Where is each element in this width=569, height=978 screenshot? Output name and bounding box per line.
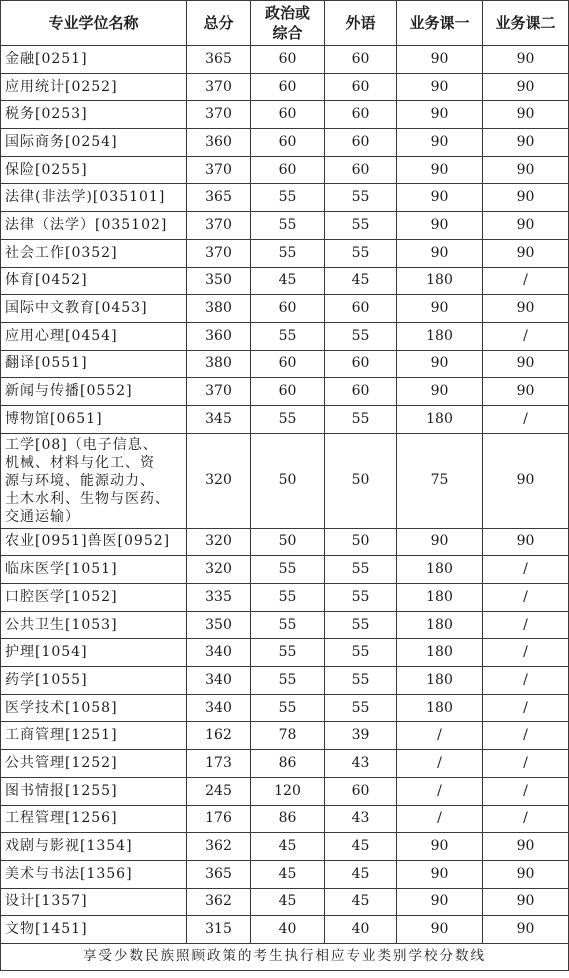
course-one-score-cell: 180 [397,405,483,433]
table-row [1,73,569,101]
course-one-score-cell: 180 [397,267,483,295]
total-score-cell: 340 [187,694,251,722]
politics-score-cell: 55 [251,639,325,667]
course-one-score-cell: 180 [397,556,483,584]
table-row [1,611,569,639]
total-score-cell: 362 [187,833,251,861]
course-one-score-cell: / [397,750,483,778]
language-score-cell: 50 [325,528,397,556]
politics-score-cell: 60 [251,295,325,323]
major-name-cell: 应用心理[0454] [1,322,187,350]
total-score-cell: 380 [187,295,251,323]
major-name-cell: 美术与书法[1356] [1,860,187,888]
major-name-cell: 法律(非法学)[035101] [1,184,187,212]
total-score-cell: 176 [187,805,251,833]
total-score-cell: 320 [187,433,251,528]
major-name-cell: 公共卫生[1053] [1,611,187,639]
course-two-score-cell: / [483,805,569,833]
total-score-cell: 173 [187,750,251,778]
course-one-score-cell: 90 [397,239,483,267]
major-name-cell: 药学[1055] [1,667,187,695]
table-row [1,722,569,750]
total-score-cell: 162 [187,722,251,750]
total-score-cell: 245 [187,777,251,805]
course-two-score-cell: / [483,611,569,639]
course-two-score-cell: / [483,777,569,805]
total-score-cell: 350 [187,611,251,639]
course-two-score-cell: 90 [483,528,569,556]
politics-score-cell: 60 [251,101,325,129]
table-body [1,46,569,944]
politics-score-cell: 86 [251,750,325,778]
language-score-cell: 55 [325,184,397,212]
course-two-score-cell: / [483,322,569,350]
course-one-score-cell: 180 [397,322,483,350]
politics-score-cell: 60 [251,350,325,378]
table-row [1,184,569,212]
language-score-cell: 55 [325,611,397,639]
politics-score-cell: 55 [251,667,325,695]
table-row [1,350,569,378]
course-two-score-cell: 90 [483,888,569,916]
total-score-cell: 365 [187,184,251,212]
footnote-row [1,943,569,970]
major-name-cell: 文物[1451] [1,916,187,944]
total-score-cell: 370 [187,73,251,101]
course-one-score-cell: 90 [397,833,483,861]
major-name-cell: 设计[1357] [1,888,187,916]
header-language: 外语 [325,1,397,46]
total-score-cell: 380 [187,350,251,378]
course-one-score-cell: 75 [397,433,483,528]
major-name-cell: 应用统计[0252] [1,73,187,101]
total-score-cell: 370 [187,212,251,240]
total-score-cell: 370 [187,378,251,406]
table-row [1,267,569,295]
table-row [1,667,569,695]
course-one-score-cell: 90 [397,378,483,406]
major-name-cell: 农业[0951]兽医[0952] [1,528,187,556]
total-score-cell: 360 [187,322,251,350]
language-score-cell: 43 [325,750,397,778]
total-score-cell: 335 [187,584,251,612]
politics-score-cell: 60 [251,46,325,74]
table-row [1,750,569,778]
course-two-score-cell: 90 [483,350,569,378]
major-name-cell: 社会工作[0352] [1,239,187,267]
course-one-score-cell: 90 [397,212,483,240]
politics-score-cell: 50 [251,433,325,528]
course-two-score-cell: 90 [483,156,569,184]
header-course-two: 业务课二 [483,1,569,46]
table-row [1,694,569,722]
course-two-score-cell: 90 [483,860,569,888]
language-score-cell: 60 [325,350,397,378]
total-score-cell: 370 [187,156,251,184]
course-one-score-cell: 180 [397,694,483,722]
total-score-cell: 340 [187,639,251,667]
language-score-cell: 60 [325,101,397,129]
table-row [1,777,569,805]
major-name-cell: 工程管理[1256] [1,805,187,833]
course-one-score-cell: 90 [397,350,483,378]
major-name-cell: 工学[08]（电子信息、 机械、材料与化工、资 源与环境、能源动力、 土木水利、生物与医药、 交通运输） [1,433,187,528]
language-score-cell: 55 [325,667,397,695]
header-course-one: 业务课一 [397,1,483,46]
language-score-cell: 55 [325,639,397,667]
major-name-cell: 税务[0253] [1,101,187,129]
politics-score-cell: 60 [251,73,325,101]
language-score-cell: 60 [325,73,397,101]
table-row [1,378,569,406]
table-row [1,212,569,240]
politics-score-cell: 120 [251,777,325,805]
course-two-score-cell: 90 [483,295,569,323]
language-score-cell: 55 [325,584,397,612]
course-two-score-cell: 90 [483,378,569,406]
footnote: 享受少数民族照顾政策的考生执行相应专业类别学校分数线 [1,943,569,970]
total-score-cell: 315 [187,916,251,944]
total-score-cell: 370 [187,239,251,267]
major-name-cell: 戏剧与影视[1354] [1,833,187,861]
language-score-cell: 55 [325,212,397,240]
course-one-score-cell: 90 [397,73,483,101]
course-two-score-cell: 90 [483,129,569,157]
course-one-score-cell: 90 [397,156,483,184]
major-name-cell: 口腔医学[1052] [1,584,187,612]
total-score-cell: 365 [187,46,251,74]
major-name-cell: 国际商务[0254] [1,129,187,157]
total-score-cell: 370 [187,101,251,129]
table-row [1,239,569,267]
language-score-cell: 60 [325,777,397,805]
major-name-cell: 翻译[0551] [1,350,187,378]
total-score-cell: 340 [187,667,251,695]
course-one-score-cell: / [397,805,483,833]
major-name-cell: 保险[0255] [1,156,187,184]
language-score-cell: 45 [325,267,397,295]
politics-score-cell: 45 [251,267,325,295]
course-two-score-cell: / [483,639,569,667]
course-one-score-cell: 90 [397,101,483,129]
course-two-score-cell: 90 [483,73,569,101]
language-score-cell: 60 [325,378,397,406]
major-name-cell: 图书情报[1255] [1,777,187,805]
major-name-cell: 博物馆[0651] [1,405,187,433]
language-score-cell: 43 [325,805,397,833]
course-one-score-cell: 90 [397,184,483,212]
table-row [1,405,569,433]
major-name-cell: 临床医学[1051] [1,556,187,584]
politics-score-cell: 55 [251,184,325,212]
language-score-cell: 55 [325,405,397,433]
total-score-cell: 320 [187,556,251,584]
table-row [1,295,569,323]
header-row [1,1,569,46]
table-row [1,888,569,916]
course-two-score-cell: 90 [483,212,569,240]
major-name-cell: 体育[0452] [1,267,187,295]
language-score-cell: 45 [325,833,397,861]
language-score-cell: 60 [325,46,397,74]
major-name-cell: 医学技术[1058] [1,694,187,722]
politics-score-cell: 55 [251,405,325,433]
table-row [1,805,569,833]
course-two-score-cell: / [483,667,569,695]
language-score-cell: 40 [325,916,397,944]
course-two-score-cell: / [483,405,569,433]
politics-score-cell: 55 [251,556,325,584]
politics-score-cell: 55 [251,322,325,350]
total-score-cell: 360 [187,129,251,157]
language-score-cell: 60 [325,295,397,323]
language-score-cell: 50 [325,433,397,528]
course-two-score-cell: / [483,722,569,750]
course-two-score-cell: / [483,584,569,612]
politics-score-cell: 60 [251,129,325,157]
course-one-score-cell: / [397,722,483,750]
politics-score-cell: 60 [251,156,325,184]
politics-score-cell: 86 [251,805,325,833]
major-name-cell: 法律（法学）[035102] [1,212,187,240]
course-one-score-cell: 90 [397,46,483,74]
politics-score-cell: 55 [251,694,325,722]
major-name-cell: 金融[0251] [1,46,187,74]
header-major-name: 专业学位名称 [1,1,187,46]
course-one-score-cell: 180 [397,584,483,612]
politics-score-cell: 55 [251,584,325,612]
total-score-cell: 350 [187,267,251,295]
total-score-cell: 320 [187,528,251,556]
course-two-score-cell: 90 [483,833,569,861]
major-name-cell: 公共管理[1252] [1,750,187,778]
total-score-cell: 362 [187,888,251,916]
table-row [1,528,569,556]
politics-score-cell: 55 [251,239,325,267]
language-score-cell: 60 [325,129,397,157]
politics-score-cell: 50 [251,528,325,556]
table-row [1,860,569,888]
language-score-cell: 60 [325,156,397,184]
course-two-score-cell: 90 [483,916,569,944]
table-row [1,129,569,157]
table-row [1,101,569,129]
major-name-cell: 工商管理[1251] [1,722,187,750]
politics-score-cell: 55 [251,611,325,639]
politics-score-cell: 45 [251,860,325,888]
course-two-score-cell: / [483,267,569,295]
course-two-score-cell: / [483,750,569,778]
total-score-cell: 365 [187,860,251,888]
major-name-cell: 护理[1054] [1,639,187,667]
language-score-cell: 55 [325,556,397,584]
table-row [1,584,569,612]
course-one-score-cell: 90 [397,916,483,944]
language-score-cell: 39 [325,722,397,750]
table-row [1,916,569,944]
course-one-score-cell: 90 [397,528,483,556]
course-two-score-cell: 90 [483,46,569,74]
table-row [1,433,569,528]
table-row [1,833,569,861]
course-two-score-cell: 90 [483,433,569,528]
total-score-cell: 345 [187,405,251,433]
politics-score-cell: 40 [251,916,325,944]
table-row [1,322,569,350]
language-score-cell: 55 [325,694,397,722]
politics-score-cell: 45 [251,833,325,861]
major-name-cell: 国际中文教育[0453] [1,295,187,323]
politics-score-cell: 45 [251,888,325,916]
politics-score-cell: 55 [251,212,325,240]
language-score-cell: 45 [325,860,397,888]
table-row [1,46,569,74]
header-politics: 政治或 综合 [251,1,325,46]
course-two-score-cell: 90 [483,101,569,129]
politics-score-cell: 78 [251,722,325,750]
course-one-score-cell: 90 [397,860,483,888]
table-row [1,639,569,667]
header-total: 总分 [187,1,251,46]
course-one-score-cell: 180 [397,639,483,667]
course-one-score-cell: / [397,777,483,805]
table-row [1,156,569,184]
language-score-cell: 55 [325,239,397,267]
language-score-cell: 45 [325,888,397,916]
politics-score-cell: 60 [251,378,325,406]
language-score-cell: 55 [325,322,397,350]
course-one-score-cell: 180 [397,611,483,639]
course-two-score-cell: 90 [483,239,569,267]
course-one-score-cell: 90 [397,129,483,157]
course-two-score-cell: 90 [483,184,569,212]
course-one-score-cell: 180 [397,667,483,695]
major-name-cell: 新闻与传播[0552] [1,378,187,406]
table-row [1,556,569,584]
course-one-score-cell: 90 [397,295,483,323]
course-two-score-cell: / [483,694,569,722]
course-one-score-cell: 90 [397,888,483,916]
course-two-score-cell: / [483,556,569,584]
